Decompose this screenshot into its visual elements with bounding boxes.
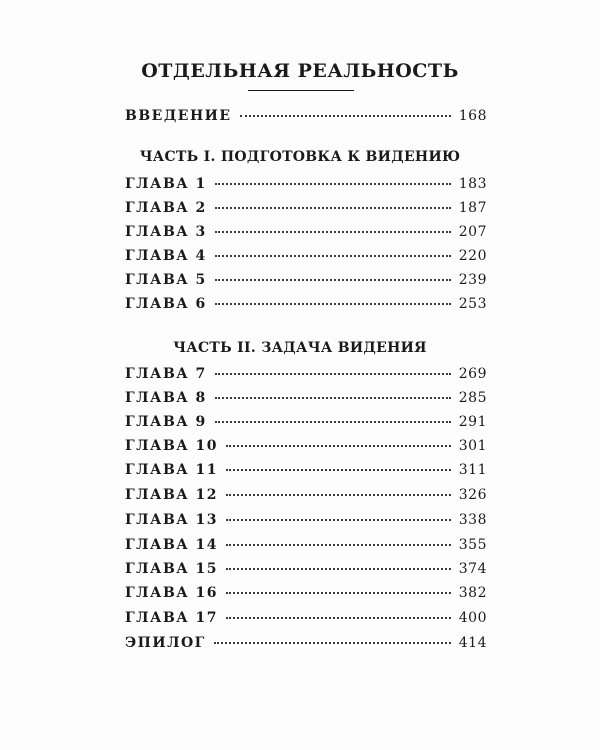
toc-page-number: 311 [458, 462, 487, 478]
toc-entry-chapter-3[interactable] [125, 224, 487, 244]
toc-label: ГЛАВА 6 [125, 296, 207, 312]
toc-label: ГЛАВА 14 [125, 537, 219, 553]
toc-label: ВВЕДЕНИЕ [125, 108, 232, 124]
toc-label: ЭПИЛОГ [125, 635, 206, 651]
toc-label: ГЛАВА 8 [125, 390, 207, 406]
toc-label: ГЛАВА 9 [125, 414, 207, 430]
dot-leader [215, 411, 451, 423]
toc-page-number: 291 [458, 414, 487, 430]
toc-page-number: 253 [458, 296, 487, 312]
toc-label: ГЛАВА 7 [125, 366, 207, 382]
toc-entry-chapter-6[interactable] [125, 296, 487, 316]
toc-label: ГЛАВА 10 [125, 438, 219, 454]
toc-entry-chapter-16[interactable] [125, 585, 487, 605]
page-title: ОТДЕЛЬНАЯ РЕАЛЬНОСТЬ [141, 60, 459, 82]
toc-entry-chapter-17[interactable] [125, 610, 487, 630]
toc-label: ГЛАВА 5 [125, 272, 207, 288]
dot-leader [215, 363, 451, 375]
toc-entry-chapter-4[interactable] [125, 248, 487, 268]
toc-page-number: 207 [458, 224, 487, 240]
toc-entry-chapter-11[interactable] [125, 462, 487, 482]
dot-leader [215, 221, 451, 233]
dot-leader [226, 459, 451, 471]
toc-page-number: 374 [458, 561, 487, 577]
toc-entry-chapter-13[interactable] [125, 512, 487, 532]
dot-leader [226, 558, 451, 570]
toc-page-number: 269 [458, 366, 487, 382]
toc-page-number: 183 [458, 176, 487, 192]
dot-leader [215, 387, 451, 399]
toc-label: ГЛАВА 2 [125, 200, 207, 216]
part-1-heading: ЧАСТЬ I. ПОДГОТОВКА К ВИДЕНИЮ [139, 149, 461, 165]
toc-page-number: 220 [458, 248, 487, 264]
dot-leader [215, 245, 451, 257]
toc-page-number: 400 [458, 610, 487, 626]
toc-page-number: 338 [458, 512, 487, 528]
toc-entry-chapter-8[interactable] [125, 390, 487, 410]
toc-entry-epilogue[interactable] [125, 635, 487, 655]
dot-leader [226, 484, 451, 496]
dot-leader [215, 269, 451, 281]
dot-leader [214, 632, 451, 644]
dot-leader [226, 582, 451, 594]
toc-label: ГЛАВА 12 [125, 487, 219, 503]
dot-leader [226, 534, 451, 546]
toc-page-number: 355 [458, 537, 487, 553]
dot-leader [215, 173, 451, 185]
toc-page-number: 239 [458, 272, 487, 288]
dot-leader [215, 293, 451, 305]
toc-entry-chapter-9[interactable] [125, 414, 487, 434]
toc-entry-chapter-2[interactable] [125, 200, 487, 220]
toc-label: ГЛАВА 3 [125, 224, 207, 240]
toc-page-number: 285 [458, 390, 487, 406]
toc-entry-chapter-5[interactable] [125, 272, 487, 292]
dot-leader [226, 607, 451, 619]
toc-entry-chapter-15[interactable] [125, 561, 487, 581]
toc-entry-chapter-12[interactable] [125, 487, 487, 507]
toc-label: ГЛАВА 13 [125, 512, 219, 528]
toc-entry-intro[interactable] [125, 108, 487, 128]
toc-entry-chapter-1[interactable] [125, 176, 487, 196]
toc-page-number: 187 [458, 200, 487, 216]
toc-entry-chapter-10[interactable] [125, 438, 487, 458]
title-underline [248, 90, 354, 91]
toc-label: ГЛАВА 4 [125, 248, 207, 264]
toc-label: ГЛАВА 17 [125, 610, 219, 626]
toc-label: ГЛАВА 11 [125, 462, 219, 478]
toc-label: ГЛАВА 15 [125, 561, 219, 577]
toc-page-number: 326 [458, 487, 487, 503]
toc-page-number: 168 [458, 108, 487, 124]
toc-label: ГЛАВА 16 [125, 585, 219, 601]
toc-page-number: 382 [458, 585, 487, 601]
dot-leader [215, 197, 451, 209]
toc-page-number: 301 [458, 438, 487, 454]
dot-leader [226, 509, 451, 521]
toc-page-number: 414 [458, 635, 487, 651]
dot-leader [226, 435, 451, 447]
toc-label: ГЛАВА 1 [125, 176, 207, 192]
part-2-heading: ЧАСТЬ II. ЗАДАЧА ВИДЕНИЯ [173, 340, 427, 356]
toc-entry-chapter-14[interactable] [125, 537, 487, 557]
toc-entry-chapter-7[interactable] [125, 366, 487, 386]
dot-leader [240, 105, 451, 117]
